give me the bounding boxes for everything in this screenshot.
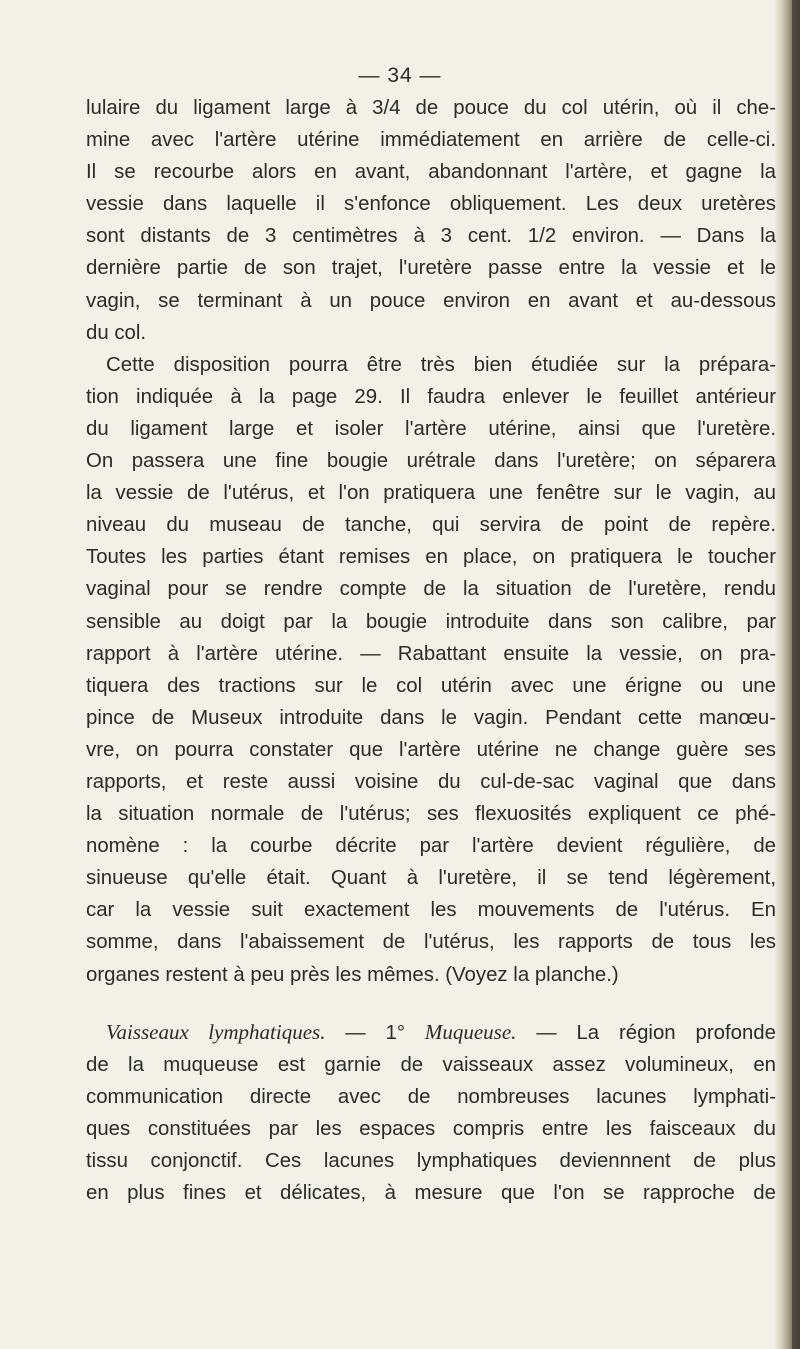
text-line: Toutes les parties étant remises en place, on pratiquera le toucher: [86, 546, 776, 569]
heading-dash: — 1°: [325, 1021, 425, 1044]
text-line: dernière partie de son trajet, l'uretère passe entre la vessie et le: [86, 257, 776, 280]
text-line: sont distants de 3 centimètres à 3 cent. 1/2 environ. — Dans la: [86, 225, 776, 248]
text-line: vessie dans laquelle il s'enfonce obliquement. Les deux uretères: [86, 193, 776, 216]
text-line: Il se recourbe alors en avant, abandonnant l'artère, et gagne la: [86, 161, 776, 184]
text-line: du ligament large et isoler l'artère utérine, ainsi que l'uretère.: [86, 417, 776, 440]
subsection-heading: Muqueuse.: [424, 1019, 517, 1044]
text-line: du col.: [86, 321, 147, 344]
text-line: tiquera des tractions sur le col utérin avec une érigne ou une: [86, 674, 776, 697]
text-line: en plus fines et délicates, à mesure que l'on se rapproche de: [86, 1182, 776, 1205]
text-line: ques constituées par les espaces compris entre les faisceaux du: [86, 1117, 776, 1140]
text-line: mine avec l'artère utérine immédiatement en arrière de celle-ci.: [86, 129, 776, 152]
text-line: vagin, se terminant à un pouce environ en avant et au-dessous: [86, 289, 776, 312]
text-line: sinueuse qu'elle était. Quant à l'uretère, il se tend légèrement,: [86, 867, 776, 890]
paragraph-1: [86, 92, 776, 349]
text-line: car la vessie suit exactement les mouvements de l'utérus. En: [86, 899, 776, 922]
text-line: la vessie de l'utérus, et l'on pratiquera une fenêtre sur le vagin, au: [86, 482, 776, 505]
text-line: vre, on pourra constater que l'artère utérine ne change guère ses: [86, 738, 776, 761]
text-line: rapport à l'artère utérine. — Rabattant ensuite la vessie, on pra-: [86, 642, 776, 665]
text-line: vaginal pour se rendre compte de la situation de l'uretère, rendu: [86, 578, 776, 601]
text-line: nomène : la courbe décrite par l'artère devient régulière, de: [86, 835, 776, 858]
text-line: tissu conjonctif. Ces lacunes lymphatiques deviennnent de plus: [86, 1150, 776, 1172]
section-heading: Vaisseaux lymphatiques.: [106, 1019, 326, 1044]
text-line: On passera une fine bougie urétrale dans l'uretère; on séparera: [86, 450, 776, 473]
text-line: lulaire du ligament large à 3/4 de pouce du col utérin, où il che-: [86, 97, 776, 119]
text-line: communication directe avec de nombreuses lacunes lymphati-: [86, 1085, 776, 1108]
text-line: rapports, et reste aussi voisine du cul-de-sac vaginal que dans: [86, 770, 776, 793]
text-line: Cette disposition pourra être très bien étudiée sur la prépara-: [106, 353, 776, 376]
paragraph-2: [86, 349, 776, 991]
text-line: de la muqueuse est garnie de vaisseaux assez volumineux, en: [86, 1053, 776, 1076]
page-number: — 34 —: [358, 64, 442, 87]
paragraph-3: [86, 1016, 776, 1210]
text-line: sensible au doigt par la bougie introduite dans son calibre, par: [86, 610, 776, 633]
text-line: la situation normale de l'utérus; ses flexuosités expliquent ce phé-: [86, 803, 776, 826]
text-line: somme, dans l'abaissement de l'utérus, les rapports de tous les: [86, 931, 776, 954]
text-line: tion indiquée à la page 29. Il faudra enlever le feuillet antérieur: [86, 385, 776, 408]
text-line: organes restent à peu près les mêmes. (Voyez la planche.): [86, 963, 619, 986]
body-text: [86, 92, 776, 1209]
heading-rest: — La région profonde: [516, 1021, 776, 1044]
paragraph-gap: [86, 991, 776, 1016]
text-line-heading: [86, 1016, 776, 1049]
page-binding-edge: [774, 0, 800, 1349]
text-line: pince de Museux introduite dans le vagin. Pendant cette manœu-: [86, 706, 776, 729]
text-line: niveau du museau de tanche, qui servira de point de repère.: [86, 514, 776, 537]
